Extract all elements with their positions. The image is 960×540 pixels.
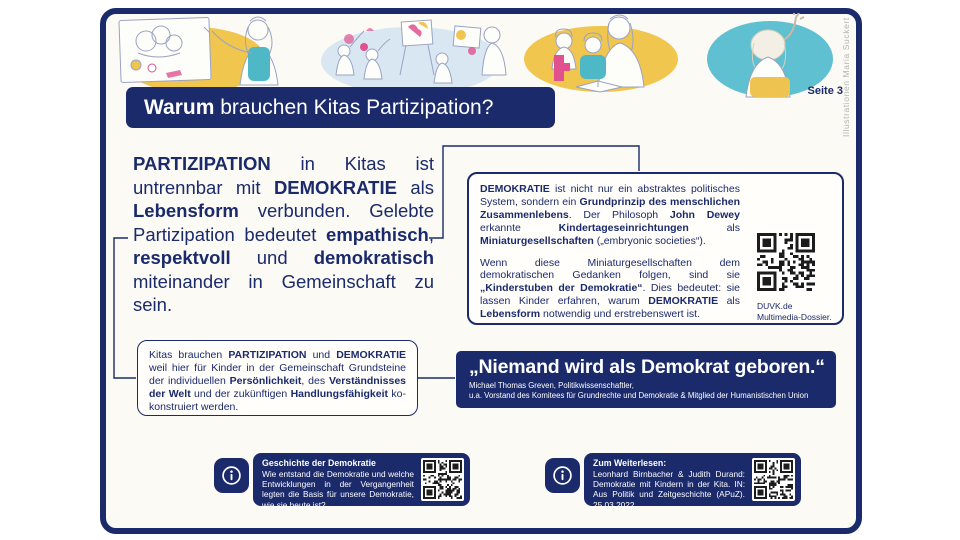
demokratie-qr-column — [745, 174, 842, 323]
qr-code-duvk[interactable] — [757, 233, 815, 291]
info-icon[interactable] — [214, 458, 249, 493]
history-card — [253, 453, 470, 510]
qr-caption-line1: DUVK.de — [757, 301, 793, 311]
qr-code-further-reading[interactable] — [752, 458, 795, 501]
further-reading-card-text — [593, 458, 745, 510]
info-icon-glyph — [551, 464, 574, 487]
educator-painting-at-easel-illustration — [119, 17, 278, 93]
quote-attribution-line2: u.a. Vorstand des Komitees für Grundrechte und Demokratie & Mitglied der Humanistischen Union — [469, 390, 809, 400]
quote-text: „Niemand wird als Demokrat geboren.“ — [469, 356, 825, 378]
qr-caption-line2: Multimedia-Dossier. — [757, 311, 832, 322]
title-rest: brauchen Kitas Partizipation? — [214, 96, 494, 119]
page-title — [126, 87, 555, 128]
qr-caption — [757, 301, 832, 322]
main-statement: PARTIZIPATION in Kitas ist untrennbar mit DEMOKRATIE als Lebensform verbunden. Gelebte Partizipation bedeutet empathisch, respektvoll und demokratisch miteinander in Gemeinschaft zu sein. — [133, 153, 434, 315]
info-icon[interactable] — [545, 458, 580, 493]
further-reading-card-body: Leonhard Birnbacher & Judith Durand: Demokratie mit Kindern in der Kita. IN: Aus Politik und Zeitgeschichte (APuZ). 25.03.2022. — [593, 468, 745, 510]
quote-attribution-line1: Michael Thomas Greven, Politikwissenschaftler, — [469, 381, 634, 390]
further-reading-card-title: Zum Weiterlesen: — [593, 458, 667, 468]
info-icon-glyph — [220, 464, 243, 487]
page-number: Seite 3 — [807, 85, 843, 97]
adult-reading-with-children-illustration — [524, 15, 678, 92]
quote-box — [456, 351, 836, 408]
history-card-body: Wie entstand die Demokratie und welche Entwicklungen in der Vergangenheit legten die Basis für unsere Demokratie, wie sie heute ist? — [262, 468, 414, 510]
history-card-text — [262, 458, 414, 510]
demokratie-paragraph-1: DEMOKRATIE ist nicht nur ein abstraktes politisches System, sondern ein Grundprinzip des menschlichen Zusammenlebens. Der Philosoph John Dewey erkannte Kindertageseinrichtungen als Miniaturgesellschaften („embryonic societies“). — [480, 183, 741, 247]
illustration-strip — [106, 13, 854, 98]
title-emphasis: Warum — [144, 96, 215, 119]
demokratie-box-text — [469, 174, 745, 323]
further-reading-card — [584, 453, 801, 510]
qr-code-history[interactable] — [421, 458, 464, 501]
history-card-title: Geschichte der Demokratie — [262, 458, 376, 468]
demokratie-paragraph-2: Wenn diese Miniaturgesellschaften dem demokratischen Gedanken folgen, sind sie „Kinderstuben der Demokratie“. Dies bedeutet: sie lassen Kinder erfahren, warum DEMOKRATIE als Lebensform notwendig und erstrebenswert ist. — [480, 256, 741, 321]
kitas-box: Kitas brauchen PARTIZIPATION und DEMOKRATIE weil hier für Kinder in der Gemeinschaft Grundsteine der individuellen Persönlichkeit, des Verständnisses der Welt und der zukünftigen Handlungsfähigkeit ko-konstruiert werden. — [137, 340, 418, 416]
illustration-credit: Illustrationen Maria Suckert — [841, 17, 851, 137]
children-painting-group-illustration — [321, 20, 506, 95]
demokratie-box — [467, 172, 844, 325]
